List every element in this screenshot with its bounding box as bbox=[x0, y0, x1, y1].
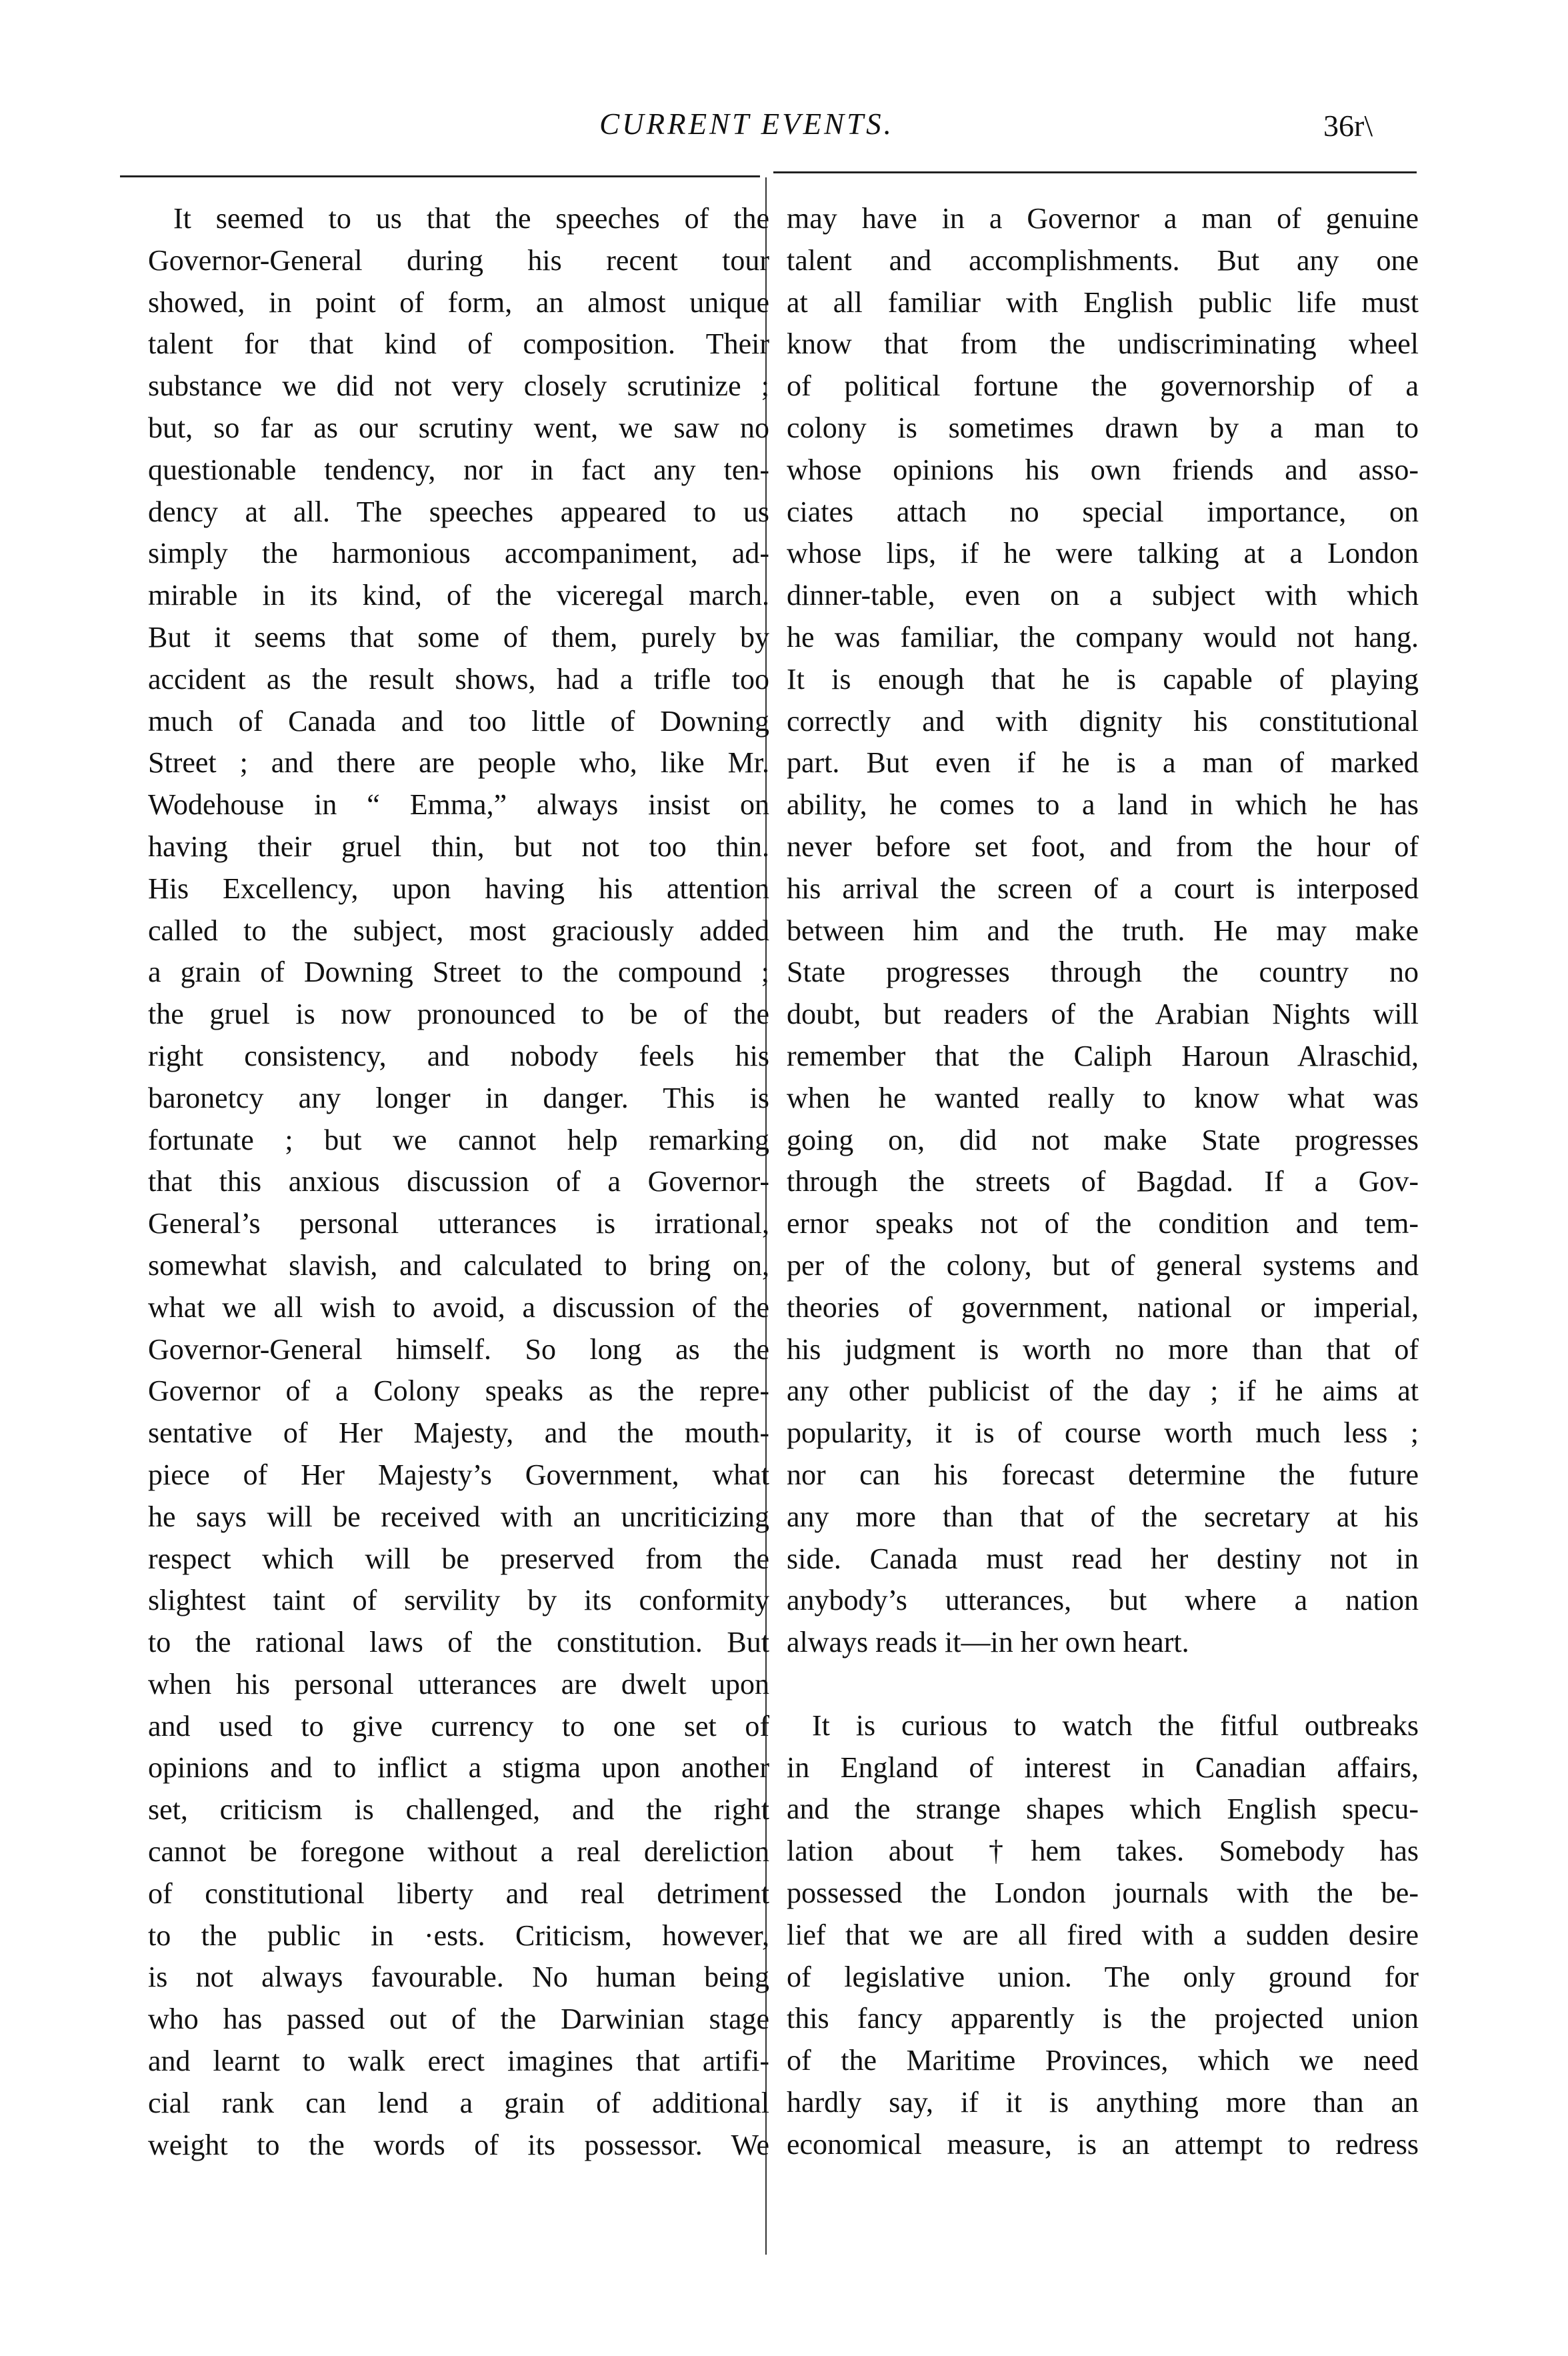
text-line: this fancy apparently is the projected union bbox=[787, 2002, 1419, 2035]
text-line: accident as the result shows, had a trifle too bbox=[148, 662, 769, 696]
text-line: sentative of Her Majesty, and the mouth- bbox=[148, 1416, 769, 1450]
text-line: mirable in its kind, of the viceregal march. bbox=[148, 579, 769, 612]
text-line: always reads it—in her own heart. bbox=[787, 1626, 1189, 1659]
text-line: whose lips, if he were talking at a London bbox=[787, 537, 1419, 570]
text-line: who has passed out of the Darwinian stage bbox=[148, 2003, 769, 2036]
text-line: between him and the truth. He may make bbox=[787, 914, 1419, 947]
text-line: of legislative union. The only ground for bbox=[787, 1960, 1419, 1993]
text-line: weight to the words of its possessor. We bbox=[148, 2128, 769, 2161]
text-line: part. But even if he is a man of marked bbox=[787, 746, 1419, 780]
text-line: per of the colony, but of general systems and bbox=[787, 1248, 1419, 1282]
text-line: dency at all. The speeches appeared to us bbox=[148, 495, 769, 528]
text-line: called to the subject, most graciously added bbox=[148, 914, 769, 947]
text-line: slightest taint of servility by its conformity bbox=[148, 1584, 769, 1617]
text-line: ability, he comes to a land in which he has bbox=[787, 788, 1419, 822]
text-line: set, criticism is challenged, and the right bbox=[148, 1793, 769, 1827]
text-line: whose opinions his own friends and asso- bbox=[787, 453, 1419, 486]
text-line: nor can his forecast determine the future bbox=[787, 1458, 1419, 1491]
text-line: to the public in ·ests. Criticism, however, bbox=[148, 1919, 769, 1952]
right-paragraph-2 bbox=[787, 1705, 1419, 2166]
text-line: a grain of Downing Street to the compound ; bbox=[148, 956, 769, 989]
text-line: of political fortune the governorship of a bbox=[787, 369, 1419, 403]
text-line: Governor of a Colony speaks as the repre- bbox=[148, 1374, 769, 1408]
text-line: talent and accomplishments. But any one bbox=[787, 243, 1419, 277]
text-line: doubt, but readers of the Arabian Nights will bbox=[787, 998, 1419, 1031]
text-line: he says will be received with an uncriticizing bbox=[148, 1500, 769, 1533]
text-line: cial rank can lend a grain of additional bbox=[148, 2086, 769, 2119]
text-line: colony is sometimes drawn by a man to bbox=[787, 411, 1419, 444]
text-line: and used to give currency to one set of bbox=[148, 1709, 769, 1742]
text-line: that this anxious discussion of a Governor- bbox=[148, 1165, 769, 1198]
text-line: lation about †hem takes. Somebody has bbox=[787, 1835, 1419, 1868]
page-number: 36r\ bbox=[1323, 109, 1373, 143]
text-line: respect which will be preserved from the bbox=[148, 1542, 769, 1575]
right-paragraph-1 bbox=[787, 198, 1419, 1664]
text-line: possessed the London journals with the be- bbox=[787, 1877, 1419, 1910]
text-line: simply the harmonious accompaniment, ad- bbox=[148, 537, 769, 570]
text-line: never before set foot, and from the hour of bbox=[787, 830, 1419, 863]
text-line: the gruel is now pronounced to be of the bbox=[148, 998, 769, 1031]
text-line: what we all wish to avoid, a discussion of the bbox=[148, 1290, 769, 1324]
text-line: General’s personal utterances is irrational, bbox=[148, 1207, 769, 1240]
text-line: and learnt to walk erect imagines that artifi- bbox=[148, 2045, 769, 2078]
text-line: he was familiar, the company would not hang. bbox=[787, 620, 1419, 654]
text-line: It seemed to us that the speeches of the bbox=[173, 202, 769, 235]
text-line: opinions and to inflict a stigma upon another bbox=[148, 1751, 769, 1785]
text-line: talent for that kind of composition. Their bbox=[148, 327, 769, 361]
text-line: fortunate ; but we cannot help remarking bbox=[148, 1123, 769, 1156]
text-line: Governor-General during his recent tour bbox=[148, 243, 769, 277]
text-line: But it seems that some of them, purely by bbox=[148, 620, 769, 654]
text-line: any other publicist of the day ; if he aims at bbox=[787, 1374, 1419, 1408]
text-line: may have in a Governor a man of genuine bbox=[787, 202, 1419, 235]
text-line: right consistency, and nobody feels his bbox=[148, 1039, 769, 1072]
text-line: Street ; and there are people who, like Mr. bbox=[148, 746, 769, 780]
text-line: popularity, it is of course worth much less ; bbox=[787, 1416, 1419, 1450]
text-line: anybody’s utterances, but where a nation bbox=[787, 1584, 1419, 1617]
text-line: somewhat slavish, and calculated to bring on, bbox=[148, 1248, 769, 1282]
text-line: questionable tendency, nor in fact any ten- bbox=[148, 453, 769, 486]
text-line: of the Maritime Provinces, which we need bbox=[787, 2044, 1419, 2077]
text-line: much of Canada and too little of Downing bbox=[148, 704, 769, 738]
left-column bbox=[148, 198, 769, 2166]
text-line: any more than that of the secretary at his bbox=[787, 1500, 1419, 1533]
text-line: It is enough that he is capable of playing bbox=[787, 662, 1419, 696]
text-line: dinner-table, even on a subject with which bbox=[787, 579, 1419, 612]
text-line: his judgment is worth no more than that of bbox=[787, 1332, 1419, 1366]
text-line: ciates attach no special importance, on bbox=[787, 495, 1419, 528]
text-line: having their gruel thin, but not too thin. bbox=[148, 830, 769, 863]
header-rule-right bbox=[773, 171, 1417, 173]
text-line: when he wanted really to know what was bbox=[787, 1081, 1419, 1114]
text-line: economical measure, is an attempt to redress bbox=[787, 2127, 1419, 2161]
text-line: remember that the Caliph Haroun Alraschid, bbox=[787, 1039, 1419, 1072]
text-line: but, so far as our scrutiny went, we saw no bbox=[148, 411, 769, 444]
text-line: side. Canada must read her destiny not in bbox=[787, 1542, 1419, 1575]
running-head-title: CURRENT EVENTS. bbox=[599, 107, 894, 141]
text-line: going on, did not make State progresses bbox=[787, 1123, 1419, 1156]
text-line: when his personal utterances are dwelt upon bbox=[148, 1667, 769, 1700]
text-line: and the strange shapes which English specu- bbox=[787, 1793, 1419, 1826]
text-line: cannot be foregone without a real dereliction bbox=[148, 1835, 769, 1869]
text-line: piece of Her Majesty’s Government, what bbox=[148, 1458, 769, 1491]
text-line: showed, in point of form, an almost unique bbox=[148, 285, 769, 319]
text-line: of constitutional liberty and real detriment bbox=[148, 1877, 769, 1910]
text-line: in England of interest in Canadian affairs, bbox=[787, 1750, 1419, 1784]
paragraph-gap bbox=[787, 1664, 1419, 1705]
text-line: substance we did not very closely scrutinize ; bbox=[148, 369, 769, 403]
text-line: Wodehouse in “ Emma,” always insist on bbox=[148, 788, 769, 822]
text-line: baronetcy any longer in danger. This is bbox=[148, 1081, 769, 1114]
text-line: It is curious to watch the fitful outbreaks bbox=[812, 1708, 1419, 1742]
text-line: State progresses through the country no bbox=[787, 956, 1419, 989]
text-line: correctly and with dignity his constitutional bbox=[787, 704, 1419, 738]
text-line: is not always favourable. No human being bbox=[148, 1961, 769, 1994]
text-line: through the streets of Bagdad. If a Gov- bbox=[787, 1165, 1419, 1198]
text-line: Governor-General himself. So long as the bbox=[148, 1332, 769, 1366]
text-line: his arrival the screen of a court is interposed bbox=[787, 872, 1419, 905]
text-line: hardly say, if it is anything more than an bbox=[787, 2086, 1419, 2119]
text-line: His Excellency, upon having his attention bbox=[148, 872, 769, 905]
right-column bbox=[787, 198, 1419, 2166]
text-line: know that from the undiscriminating wheel bbox=[787, 327, 1419, 361]
text-line: ernor speaks not of the condition and tem- bbox=[787, 1207, 1419, 1240]
text-line: lief that we are all fired with a sudden desire bbox=[787, 1918, 1419, 1951]
text-line: theories of government, national or imperial, bbox=[787, 1290, 1419, 1324]
text-line: to the rational laws of the constitution. But bbox=[148, 1626, 769, 1659]
text-line: at all familiar with English public life must bbox=[787, 285, 1419, 319]
header-rule-left bbox=[120, 175, 760, 177]
